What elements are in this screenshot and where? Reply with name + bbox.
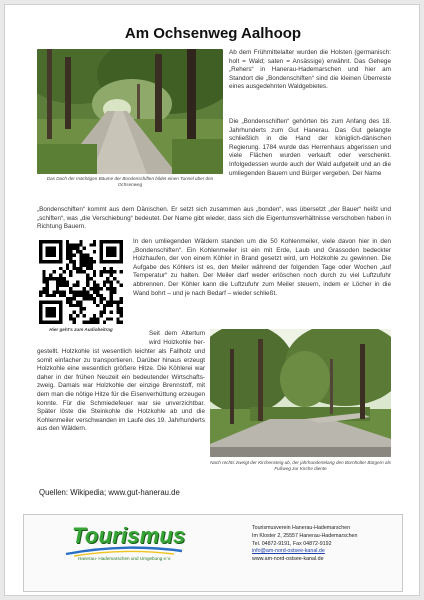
photo-caption-fork: Nach rechts zweigt der Kirchensteig ab, der jahrhundertelang den Bornholter Bürgern als Fußweg zur Kirche diente — [210, 460, 391, 471]
tourismus-logo-text: Tourismus — [72, 523, 186, 548]
contact-block — [252, 525, 357, 564]
contact-web[interactable]: www.am-nord-ostsee-kanal.de — [252, 556, 324, 563]
road-fork-illustration — [210, 329, 391, 457]
contact-name: Tourismusverein Hanerau-Hademarschen — [252, 525, 351, 531]
kirchensteig-fork-photo — [210, 329, 391, 457]
page-title: Am Ochsenweg Aalhoop — [124, 25, 302, 42]
holzkohle-line-1: Seit dem Altertum — [149, 330, 205, 337]
qr-code-label: Hier geht's zum Audiobeitrag — [49, 327, 113, 332]
holzkohle-paragraph: gestellt. Holzkohle ist wesentlich leichter als Fallholz und somit einfacher zu transportieren. Darüber hinaus erzeugt Holzkohle eine wesentlich größere Hitze. Die Köhlerei war daher in der frühen Neuzeit ein bedeutender Wirtschafts-zweig. Damals war Holzkohle der einzige Brennstoff, mit dem man die nötige Hitze für die Eisenverhüttung erzeugen konnte. Für die Schmiedefeuer war sie unverzichtbar. Später löste die Steinkohle die Holzkohle ab und die Kohlenmeiler verschwanden im Laufe des 19. Jahrhunderts aus den Wäldern. — [37, 348, 205, 433]
contact-street: Im Kloster 2, 25557 Hanerau-Hademarschen — [252, 532, 358, 539]
bondenschiften-name-paragraph: „Bondenschiften“ kommt aus dem Dänischen. Er setzt sich zusammen aus „bonden“, was übersetzt „der Bauer“ heißt und „schiften“, was „die Verschiebung“ bedeutet. Der Name gibt wieder, dass sich die Eigentumsverhältnisse verschoben haben in Richtung Bauern. — [37, 206, 391, 231]
logo-subtitle: Hanerau- Hademarschen und Umgebung e.V. — [78, 556, 172, 561]
contact-email-link[interactable]: info@am-nord-ostsee-kanal.de — [252, 548, 325, 555]
audio-qr-code[interactable] — [39, 240, 123, 324]
holzkohle-line-2: wird Holzkohle her- — [149, 339, 205, 346]
contact-phone: Tel. 04872-9191, Fax 04872-9192 — [252, 540, 332, 547]
info-board-page — [4, 4, 420, 596]
qr-code-image — [39, 240, 123, 324]
bondenschiften-history-paragraph: Die „Bondenschiften“ gehörten bis zum Anfang des 18. Jahrhunderts zum Gut Hanerau. Das Gut gelangte schließlich in die Hand der königlich-dänischen Regierung. 1784 wurde das Herrenhaus abgerissen und viele Flächen wurden verkauft oder verschenkt. Infolgedessen wurde auch der Wald aufgeteilt und an die umliegenden Bauern und Bürger vergeben. Der Name — [229, 118, 391, 177]
footer-box — [23, 514, 403, 592]
sources-line: Quellen: Wikipedia; www.gut-hanerau.de — [39, 488, 180, 497]
intro-paragraph: Ab dem Frühmittelalter wurden die Holsten (germanisch: holt = Wald; saten = Ansässige) erwähnt. Das Gehege „Rehers“ in Hanerau-Hademarschen und hier am Standort die „Bondenschiften“ sind die kleinen Überreste eines ausgedehnten Waldgebietes. — [229, 49, 391, 91]
kohlenmeiler-paragraph: In den umliegenden Wäldern standen um die 50 Kohlenmeiler, viele davon hier in den „Bondenschiften“. Ein Kohlenmeiler ist ein mit Erde, Laub und Grassoden bedeckter Holzhaufen, der von einem Köhler in Brand gesetzt wird, um Holzkohle zu gewinnen. Die Aufgabe des Köhlers ist es, den Meiler während der folgenden Tage oder Wochen „auf Temperatur“ zu halten. Der Meiler darf weder erlöschen noch durch zu viel Luftzufuhr abbrennen. Der Köhler kann die Luftzufuhr zum Meiler steuern, indem er Löcher in die Wand bohrt – und je nach Bedarf – wieder schließt. — [133, 238, 391, 297]
photo-caption-tunnel: Das Dach der mächtigen Bäume der Bondenschiften bildet einen Tunnel über den Ochsenweg — [46, 176, 214, 187]
ochsenweg-tree-tunnel-photo — [37, 49, 223, 174]
tree-tunnel-illustration — [37, 49, 223, 174]
